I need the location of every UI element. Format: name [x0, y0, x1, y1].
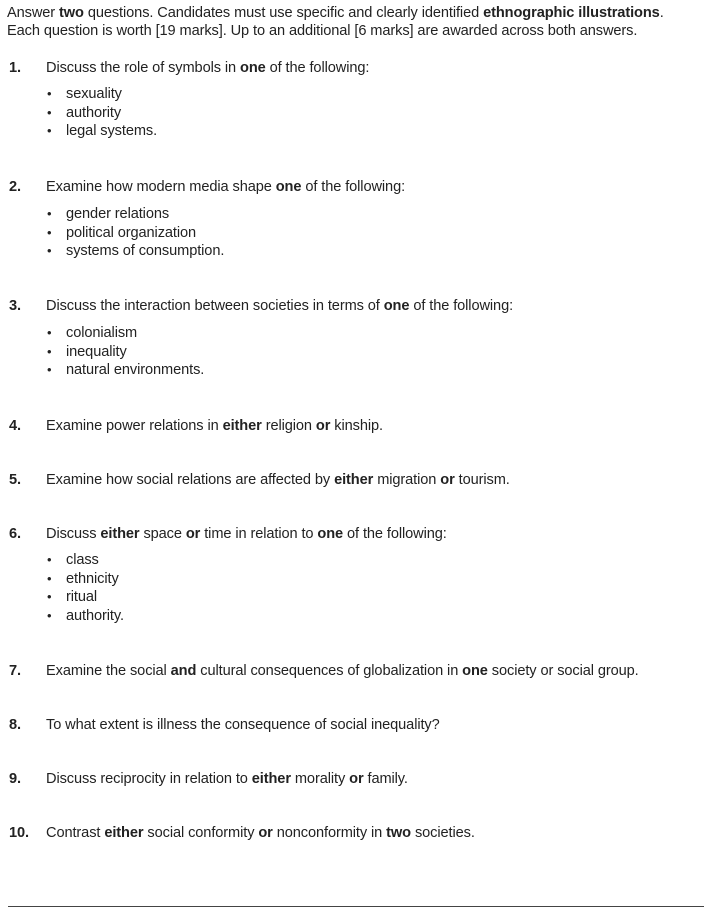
option-list — [46, 551, 124, 625]
question-emphasis: or — [185, 526, 201, 542]
question-text-part: social conformity — [143, 825, 259, 841]
list-item — [46, 551, 124, 570]
list-item-label: ritual — [66, 589, 98, 605]
question-text-part: Examine how modern media shape — [46, 179, 276, 195]
option-list — [46, 85, 157, 141]
list-item-label: natural environments. — [66, 362, 205, 378]
question-text — [46, 824, 475, 842]
question-number: 6. — [9, 526, 21, 542]
question-number: 4. — [9, 418, 21, 434]
list-item — [46, 104, 157, 123]
instructions-emphasis: ethnographic illustrations — [483, 5, 660, 21]
question-text-part: time in relation to — [200, 526, 318, 542]
instructions-text: questions. Candidates must use specific and clearly identified — [83, 5, 484, 21]
list-item-label: authority. — [66, 607, 124, 624]
list-item — [46, 588, 124, 607]
instructions-line-2: Each question is worth [19 marks]. Up to an additional [6 marks] are awarded across both answers. — [7, 23, 638, 39]
question-text-part: cultural consequences of globalization in — [196, 663, 463, 679]
question-emphasis: either — [251, 771, 291, 787]
list-item — [46, 205, 224, 224]
option-list — [46, 324, 204, 380]
question-number: 10. — [9, 825, 29, 841]
question-number: 9. — [9, 771, 21, 787]
list-item-label: colonialism — [66, 325, 138, 341]
question-text-part: tourism. — [454, 472, 510, 488]
bullet-icon: • — [47, 325, 52, 340]
list-item-label: sexuality — [66, 86, 122, 102]
question-text — [46, 525, 447, 543]
question-emphasis: one — [240, 60, 266, 76]
question-emphasis: either — [100, 526, 140, 542]
instructions-text: Answer — [7, 5, 60, 21]
question-text-part: society or social group. — [487, 663, 639, 679]
list-item-label: systems of consumption. — [66, 243, 225, 259]
bullet-icon: • — [47, 224, 52, 240]
question-text-part: nonconformity in — [272, 825, 387, 841]
list-item — [46, 343, 204, 362]
question-text — [46, 417, 383, 435]
question-emphasis: one — [462, 663, 488, 679]
bullet-icon: • — [47, 552, 52, 567]
question-text-part: Discuss the role of symbols in — [46, 60, 240, 76]
question-text — [46, 662, 639, 680]
question-text-part: societies. — [410, 825, 475, 841]
bullet-icon: • — [47, 343, 52, 359]
question-number: 5. — [9, 472, 21, 488]
bullet-icon: • — [47, 86, 52, 101]
question-emphasis: either — [334, 472, 374, 488]
question-number: 1. — [9, 60, 21, 76]
question-text-part: Examine how social relations are affected by — [46, 472, 335, 488]
question-emphasis: one — [317, 526, 344, 542]
question-text-part: morality — [290, 771, 350, 787]
question-number: 3. — [9, 298, 21, 314]
question-text — [46, 297, 513, 315]
question-emphasis: or — [440, 472, 455, 488]
question-emphasis: or — [258, 825, 273, 841]
question-emphasis: either — [222, 418, 262, 434]
question-text-part: Discuss the interaction between societies in terms of — [46, 298, 384, 314]
list-item — [46, 607, 124, 626]
question-text — [46, 716, 440, 734]
list-item-label: authority — [66, 104, 122, 121]
question-emphasis: or — [349, 771, 364, 787]
question-text-part: space — [139, 526, 186, 542]
bullet-icon: • — [47, 362, 52, 377]
bullet-icon: • — [47, 104, 52, 120]
question-text — [46, 770, 408, 788]
question-text — [46, 59, 369, 77]
question-emphasis: two — [386, 825, 411, 841]
question-text-part: of the following: — [265, 60, 370, 76]
question-emphasis: either — [104, 825, 144, 841]
question-number: 8. — [9, 717, 21, 733]
question-emphasis: one — [275, 179, 302, 195]
question-emphasis: one — [383, 298, 410, 314]
question-text-part: To what extent is illness the consequence of social inequality? — [46, 717, 440, 733]
question-emphasis: or — [315, 418, 331, 434]
question-text-part: migration — [373, 472, 441, 488]
bullet-icon: • — [47, 570, 52, 586]
list-item-label: legal systems. — [66, 123, 158, 139]
question-text — [46, 178, 405, 196]
list-item-label: gender relations — [66, 206, 170, 222]
question-text-part: of the following: — [343, 526, 447, 542]
list-item — [46, 85, 157, 104]
question-number: 7. — [9, 663, 21, 679]
bullet-icon: • — [47, 123, 52, 138]
list-item-label: political organization — [66, 224, 197, 241]
list-item — [46, 324, 204, 343]
list-item — [46, 122, 157, 141]
bullet-icon: • — [47, 589, 52, 604]
question-text-part: family. — [363, 771, 408, 787]
list-item-label: class — [66, 552, 99, 568]
question-text-part: Examine power relations in — [46, 418, 223, 434]
bullet-icon: • — [47, 206, 52, 221]
question-text-part: religion — [261, 418, 316, 434]
question-number: 2. — [9, 179, 21, 195]
bullet-icon: • — [47, 243, 52, 258]
question-text-part: Contrast — [46, 825, 105, 841]
instructions-emphasis: two — [59, 5, 84, 21]
question-text-part: Discuss reciprocity in relation to — [46, 771, 252, 787]
question-emphasis: and — [170, 663, 197, 679]
instructions-text: . — [659, 5, 664, 21]
list-item-label: ethnicity — [66, 570, 119, 587]
question-text-part: Examine the social — [46, 663, 171, 679]
question-text-part: Discuss — [46, 526, 101, 542]
list-item — [46, 224, 224, 243]
bullet-icon: • — [47, 607, 52, 623]
question-text — [46, 471, 510, 489]
option-list — [46, 205, 224, 261]
list-item — [46, 361, 204, 380]
question-text-part: of the following: — [409, 298, 514, 314]
instructions-line-1 — [7, 4, 702, 22]
list-item-label: inequality — [66, 343, 127, 360]
bottom-divider — [8, 906, 704, 907]
question-text-part: of the following: — [301, 179, 406, 195]
question-text-part: kinship. — [330, 418, 383, 434]
list-item — [46, 242, 224, 261]
instructions — [7, 4, 702, 40]
list-item — [46, 570, 124, 589]
